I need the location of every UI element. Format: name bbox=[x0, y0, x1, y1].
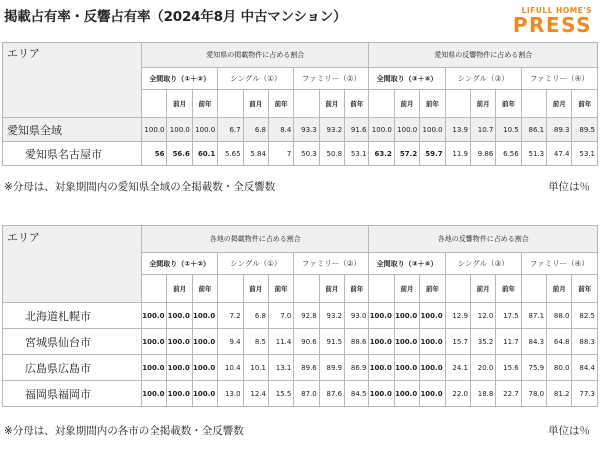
col-prev-year: 前年 bbox=[572, 90, 598, 118]
cell: 22.0 bbox=[445, 381, 470, 407]
cell: 50.3 bbox=[294, 142, 319, 166]
cell: 84.5 bbox=[345, 381, 369, 407]
cell: 81.2 bbox=[547, 381, 572, 407]
cell: 75.9 bbox=[521, 355, 546, 381]
cell: 22.7 bbox=[496, 381, 521, 407]
cell: 10.1 bbox=[243, 355, 268, 381]
cell: 5.84 bbox=[243, 142, 268, 166]
col-prev-month: 前月 bbox=[547, 90, 572, 118]
cell: 80.0 bbox=[547, 355, 572, 381]
col-prev-month: 前月 bbox=[167, 90, 192, 118]
col-single-3: シングル（③） bbox=[445, 253, 521, 275]
col-prev-year: 前年 bbox=[268, 90, 293, 118]
col-prev-month: 前月 bbox=[319, 275, 344, 303]
cell: 20.0 bbox=[470, 355, 495, 381]
cell: 77.3 bbox=[572, 381, 598, 407]
cell: 35.2 bbox=[470, 329, 495, 355]
cell: 100.0 bbox=[420, 329, 445, 355]
cell: 90.6 bbox=[294, 329, 319, 355]
footnote: ※分母は、対象期間内の各市の全掲載数・全反響数 bbox=[4, 425, 244, 437]
cell: 88.6 bbox=[345, 329, 369, 355]
table-row bbox=[3, 142, 598, 166]
row-label: 宮城県仙台市 bbox=[3, 329, 142, 355]
col-prev-month: 前月 bbox=[470, 275, 495, 303]
cell: 17.5 bbox=[496, 303, 521, 329]
col-prev-month: 前月 bbox=[319, 90, 344, 118]
cell: 100.0 bbox=[142, 303, 167, 329]
cell: 100.0 bbox=[394, 118, 419, 142]
area-header: エリア bbox=[3, 226, 142, 303]
cell: 60.1 bbox=[192, 142, 217, 166]
cell: 100.0 bbox=[192, 118, 217, 142]
cell: 56.6 bbox=[167, 142, 192, 166]
cell: 12.0 bbox=[470, 303, 495, 329]
area-header: エリア bbox=[3, 43, 142, 118]
cell: 51.3 bbox=[521, 142, 546, 166]
cell: 92.8 bbox=[294, 303, 319, 329]
col-single-3: シングル（③） bbox=[445, 68, 521, 90]
cell: 47.4 bbox=[547, 142, 572, 166]
col-prev-year: 前年 bbox=[496, 90, 521, 118]
cell: 100.0 bbox=[420, 118, 445, 142]
group-header-response: 愛知県の反響物件に占める割合 bbox=[369, 43, 598, 68]
cell: 100.0 bbox=[192, 381, 217, 407]
cell: 100.0 bbox=[394, 303, 419, 329]
cell: 13.0 bbox=[218, 381, 243, 407]
cell: 15.6 bbox=[496, 355, 521, 381]
cell: 89.6 bbox=[294, 355, 319, 381]
col-family-4: ファミリー（④） bbox=[521, 68, 597, 90]
group-header-response: 各地の反響物件に占める割合 bbox=[369, 226, 598, 253]
cell: 100.0 bbox=[167, 381, 192, 407]
cell: 100.0 bbox=[142, 355, 167, 381]
cell: 89.3 bbox=[547, 118, 572, 142]
cell: 93.2 bbox=[319, 303, 344, 329]
cell: 100.0 bbox=[420, 355, 445, 381]
group-header-listing: 愛知県の掲載物件に占める割合 bbox=[142, 43, 369, 68]
cell: 84.4 bbox=[572, 355, 598, 381]
cell: 100.0 bbox=[142, 329, 167, 355]
col-prev-year: 前年 bbox=[268, 275, 293, 303]
cell: 100.0 bbox=[369, 329, 394, 355]
cell: 91.5 bbox=[319, 329, 344, 355]
col-prev-month: 前月 bbox=[394, 275, 419, 303]
cell: 9.86 bbox=[470, 142, 495, 166]
cell: 93.2 bbox=[319, 118, 344, 142]
col-total-listing: 全間取り（①＋②） bbox=[142, 68, 218, 90]
cell: 87.6 bbox=[319, 381, 344, 407]
cell: 11.7 bbox=[496, 329, 521, 355]
cell: 86.1 bbox=[521, 118, 546, 142]
cell: 57.2 bbox=[394, 142, 419, 166]
table-row bbox=[3, 303, 598, 329]
row-label: 愛知県名古屋市 bbox=[3, 142, 142, 166]
col-prev-month: 前月 bbox=[394, 90, 419, 118]
cell: 89.5 bbox=[572, 118, 598, 142]
cell: 11.4 bbox=[268, 329, 293, 355]
cell: 10.7 bbox=[470, 118, 495, 142]
cell: 6.56 bbox=[496, 142, 521, 166]
share-table-cities bbox=[2, 225, 598, 407]
cell: 100.0 bbox=[167, 355, 192, 381]
col-total-response: 全間取り（③＋④） bbox=[369, 68, 445, 90]
cell: 6.7 bbox=[218, 118, 243, 142]
cell: 53.1 bbox=[572, 142, 598, 166]
cell: 88.3 bbox=[572, 329, 598, 355]
cell: 53.1 bbox=[345, 142, 369, 166]
row-label: 北海道札幌市 bbox=[3, 303, 142, 329]
cell: 86.9 bbox=[345, 355, 369, 381]
col-prev-month: 前月 bbox=[547, 275, 572, 303]
col-prev-month: 前月 bbox=[243, 275, 268, 303]
brand-name: PRESS bbox=[512, 13, 592, 37]
share-table-aichi bbox=[2, 42, 598, 166]
cell: 100.0 bbox=[420, 381, 445, 407]
cell: 7 bbox=[268, 142, 293, 166]
cell: 12.9 bbox=[445, 303, 470, 329]
table-row bbox=[3, 329, 598, 355]
cell: 13.1 bbox=[268, 355, 293, 381]
cell: 100.0 bbox=[369, 355, 394, 381]
col-prev-year: 前年 bbox=[572, 275, 598, 303]
col-prev-year: 前年 bbox=[192, 90, 217, 118]
cell: 15.7 bbox=[445, 329, 470, 355]
cell: 93.0 bbox=[345, 303, 369, 329]
cell: 100.0 bbox=[167, 329, 192, 355]
cell: 59.7 bbox=[420, 142, 445, 166]
cell: 100.0 bbox=[369, 303, 394, 329]
unit-label: 単位は％ bbox=[548, 181, 590, 193]
cell: 10.5 bbox=[496, 118, 521, 142]
cell: 84.3 bbox=[521, 329, 546, 355]
col-single-1: シングル（①） bbox=[218, 253, 294, 275]
cell: 82.5 bbox=[572, 303, 598, 329]
col-prev-year: 前年 bbox=[420, 275, 445, 303]
row-label: 福岡県福岡市 bbox=[3, 381, 142, 407]
col-prev-year: 前年 bbox=[345, 90, 369, 118]
col-family-2: ファミリー（②） bbox=[294, 253, 369, 275]
unit-label: 単位は％ bbox=[548, 425, 590, 437]
col-prev-month: 前月 bbox=[243, 90, 268, 118]
col-family-2: ファミリー（②） bbox=[294, 68, 369, 90]
cell: 87.1 bbox=[521, 303, 546, 329]
cell: 100.0 bbox=[167, 303, 192, 329]
row-label: 広島県広島市 bbox=[3, 355, 142, 381]
cell: 6.8 bbox=[243, 118, 268, 142]
cell: 100.0 bbox=[167, 118, 192, 142]
cell: 100.0 bbox=[369, 381, 394, 407]
cell: 87.0 bbox=[294, 381, 319, 407]
cell: 11.9 bbox=[445, 142, 470, 166]
col-total-response: 全間取り（③＋④） bbox=[369, 253, 445, 275]
cell: 13.9 bbox=[445, 118, 470, 142]
col-total-listing: 全間取り（①＋②） bbox=[142, 253, 218, 275]
cell: 18.8 bbox=[470, 381, 495, 407]
cell: 7.0 bbox=[268, 303, 293, 329]
cell: 89.9 bbox=[319, 355, 344, 381]
cell: 78.0 bbox=[521, 381, 546, 407]
cell: 100.0 bbox=[142, 118, 167, 142]
col-prev-month: 前月 bbox=[470, 90, 495, 118]
cell: 5.65 bbox=[218, 142, 243, 166]
cell: 9.4 bbox=[218, 329, 243, 355]
cell: 8.4 bbox=[268, 118, 293, 142]
col-family-4: ファミリー（④） bbox=[521, 253, 597, 275]
cell: 56 bbox=[142, 142, 167, 166]
table-row bbox=[3, 381, 598, 407]
col-prev-month: 前月 bbox=[167, 275, 192, 303]
cell: 7.2 bbox=[218, 303, 243, 329]
table-row bbox=[3, 118, 598, 142]
footnote: ※分母は、対象期間内の愛知県全域の全掲載数・全反響数 bbox=[4, 181, 276, 193]
cell: 88.0 bbox=[547, 303, 572, 329]
cell: 8.5 bbox=[243, 329, 268, 355]
cell: 100.0 bbox=[394, 355, 419, 381]
cell: 100.0 bbox=[192, 329, 217, 355]
page-title: 掲載占有率・反響占有率（2024年8月 中古マンション） bbox=[4, 9, 347, 25]
col-prev-year: 前年 bbox=[496, 275, 521, 303]
cell: 10.4 bbox=[218, 355, 243, 381]
cell: 100.0 bbox=[192, 355, 217, 381]
cell: 100.0 bbox=[142, 381, 167, 407]
col-prev-year: 前年 bbox=[345, 275, 369, 303]
cell: 64.8 bbox=[547, 329, 572, 355]
cell: 93.3 bbox=[294, 118, 319, 142]
cell: 100.0 bbox=[394, 329, 419, 355]
group-header-listing: 各地の掲載物件に占める割合 bbox=[142, 226, 369, 253]
col-prev-year: 前年 bbox=[192, 275, 217, 303]
row-label: 愛知県全域 bbox=[3, 118, 142, 142]
cell: 50.8 bbox=[319, 142, 344, 166]
cell: 6.8 bbox=[243, 303, 268, 329]
cell: 100.0 bbox=[369, 118, 394, 142]
cell: 100.0 bbox=[394, 381, 419, 407]
table-row bbox=[3, 355, 598, 381]
cell: 91.6 bbox=[345, 118, 369, 142]
cell: 12.4 bbox=[243, 381, 268, 407]
col-single-1: シングル（①） bbox=[218, 68, 294, 90]
cell: 100.0 bbox=[420, 303, 445, 329]
cell: 100.0 bbox=[192, 303, 217, 329]
cell: 15.5 bbox=[268, 381, 293, 407]
brand-logo bbox=[513, 6, 592, 35]
cell: 63.2 bbox=[369, 142, 394, 166]
cell: 24.1 bbox=[445, 355, 470, 381]
brand-top-text: LIFULL HOME'S bbox=[521, 6, 592, 15]
col-prev-year: 前年 bbox=[420, 90, 445, 118]
